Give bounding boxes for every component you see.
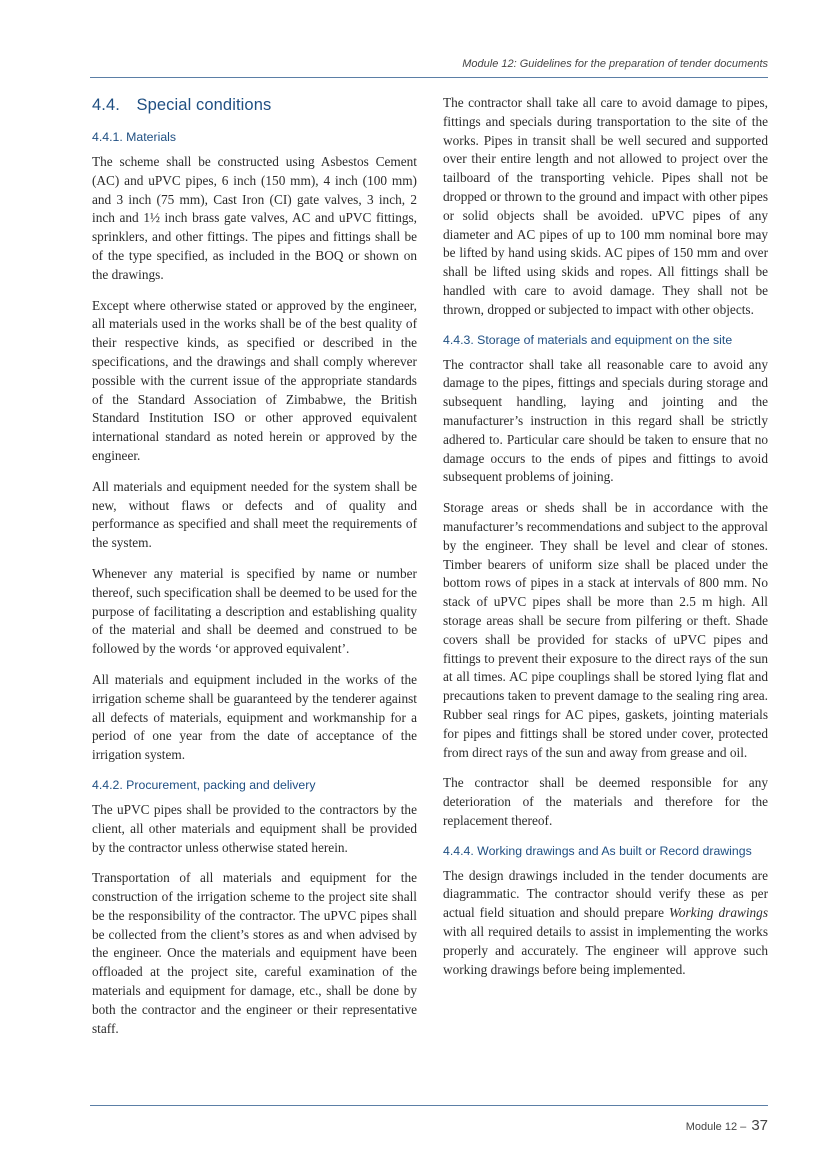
storage-paragraph: The contractor shall be deemed responsible for any deterioration of the materials and therefore for the replacement thereof. — [443, 775, 768, 828]
section-title: 4.4. Special conditions — [92, 96, 272, 114]
materials-paragraph: Except where otherwise stated or approved by the engineer, all materials used in the works shall be of the best quality of their respective kinds, as specified or described in the specifications, and the drawings and shall comply wherever possible with the current issue of the appropriate standards of the Standard Association of Zimbabwe, the British Standard Institution ISO or other approved equivalent international standard as noted herein or approved by the engineer. — [92, 297, 417, 463]
working-drawings-term: Working drawings — [669, 905, 769, 921]
storage-paragraph: Storage areas or sheds shall be in accordance with the manufacturer’s recommendations and subject to the approval by the engineer. They shall be level and clear of stones. Timber bearers of uniform size shall be placed under the bottom rows of pipes in a stack at intervals of 800 mm. No stack of uPVC pipes shall be more than 2.5 m high. All storage areas shall be secure from pilfering or theft. Shade covers shall be provided for stacks of uPVC pipes and fittings to prevent their exposure to the direct rays of the sun at all times. AC pipe couplings shall be stored lying flat and precautions taken to prevent damage to the sealing ring area. Rubber seal rings for AC pipes, gaskets, jointing materials for pipes and fittings shall be stored under cover, protected from direct rays of the sun and away from grease and oil. — [443, 500, 768, 760]
materials-paragraph: All materials and equipment included in the works of the irrigation scheme shall be guaranteed by the tenderer against all defects of materials, equipment and workmanship for a period of one year from the date of acceptance of the irrigation system. — [92, 671, 417, 763]
drawings-heading: 4.4.4. Working drawings and As built or Record drawings — [443, 843, 752, 858]
footer-module-label: Module 12 – — [685, 1121, 747, 1133]
drawings-paragraph — [443, 867, 768, 980]
materials-paragraph: The scheme shall be constructed using Asbestos Cement (AC) and uPVC pipes, 6 inch (150 mm), 4 inch (100 mm) and 3 inch (75 mm), Cast Iron (CI) gate valves, 3 inch, 2 inch and 1½ inch brass gate valves, AC and uPVC fittings, sprinklers, and other fittings. The pipes and fittings shall be of the type specified, as included in the BOQ or shown on the drawings. — [92, 154, 417, 282]
left-column — [92, 94, 417, 1050]
storage-heading: 4.4.3. Storage of materials and equipment on the site — [443, 332, 733, 347]
header-rule — [90, 77, 768, 78]
page-number: 37 — [751, 1117, 768, 1134]
drawings-text-start: The design drawings included in the tender documents are diagrammatic. The contractor should verify these as per actual field situation and should prepare — [443, 867, 768, 921]
page-footer — [686, 1117, 768, 1134]
running-header: Module 12: Guidelines for the preparation of tender documents — [462, 58, 768, 70]
procurement-paragraph: Transportation of all materials and equipment for the construction of the irrigation scheme to the project site shall be the responsibility of the contractor. The uPVC pipes shall be collected from the client’s stores as and when advised by the engineer. Once the materials and equipment have been offloaded at the project site, careful examination of the materials and equipment for damage, etc., shall be done by both the contractor and the engineer or their representative staff. — [92, 870, 417, 1036]
storage-paragraph: The contractor shall take all reasonable care to avoid any damage to the pipes, fittings and specials during storage and subsequent handling, laying and jointing and the manufacturer’s instruction in this regard shall be strictly adhered to. Particular care should be taken to ensure that no damage occurs to the ends of pipes and fittings to avoid subsequent problems of joining. — [443, 356, 768, 485]
procurement-heading: 4.4.2. Procurement, packing and delivery — [92, 777, 316, 792]
materials-paragraph: All materials and equipment needed for the system shall be new, without flaws or defects and of quality and performance as specified and shall meet the requirements of the system. — [92, 478, 417, 551]
procurement-paragraph: The uPVC pipes shall be provided to the contractors by the client, all other materials and equipment shall be provided by the contractor unless otherwise stated herein. — [92, 801, 417, 855]
procurement-paragraph: The contractor shall take all care to avoid damage to pipes, fittings and specials during transportation to the site of the works. Pipes in transit shall be well secured and supported over their entire length and not allowed to project over the tailboard of the transporting vehicle. Pipes shall not be dropped or thrown to the ground and impact with other pipes or solid objects shall be avoided. uPVC pipes of any diameter and AC pipes of up to 100 mm nominal bore may be lifted by hand using skids. AC pipes of 150 mm and over shall be lifted using skids and ropes. All fittings shall be handled with care to avoid damage. They shall not be thrown, dropped or subjected to impact with other objects. — [443, 95, 768, 317]
right-column — [443, 94, 768, 991]
materials-paragraph: Whenever any material is specified by name or number thereof, such specification shall be deemed to be used for the purpose of facilitating a description and establishing quality of the material and shall be deemed and construed to be followed by the words ‘or approved equivalent’. — [92, 565, 417, 657]
materials-heading: 4.4.1. Materials — [92, 130, 177, 144]
drawings-text-end: with all required details to assist in implementing the works properly and accurately. The engineer will approve such working drawings before being implemented. — [443, 924, 768, 977]
footer-rule — [90, 1105, 768, 1106]
